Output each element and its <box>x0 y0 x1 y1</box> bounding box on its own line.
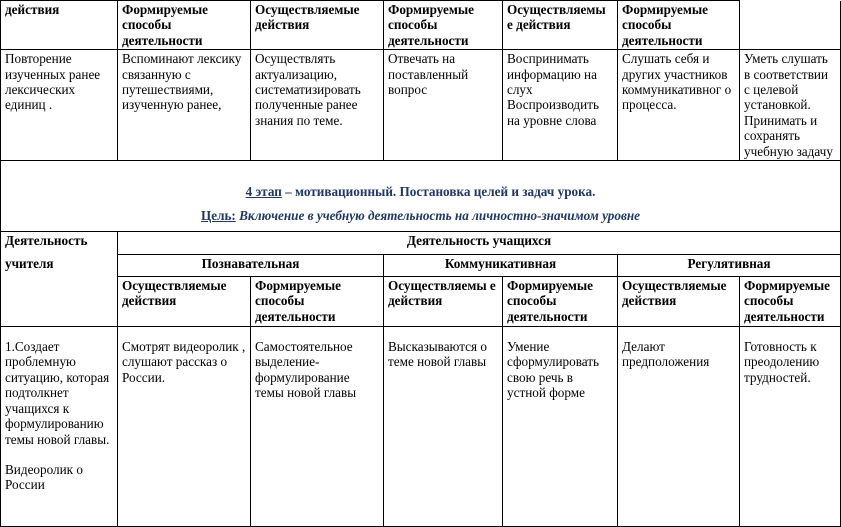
header-cell: Осуществляемые действия <box>251 1 384 50</box>
top-header-row <box>1 1 841 50</box>
header-cell: Формируемые способы деятельности <box>384 1 503 50</box>
regulative-header: Регулятивная <box>618 255 841 277</box>
table-cell: Готовность к преодолению трудностей. <box>740 327 841 527</box>
stage-row <box>1 161 841 232</box>
table-cell: Умение сформулировать свою речь в устной форме <box>503 327 618 527</box>
teacher-activity-text: 1.Создает проблемную ситуацию, которая подтолкнет учащихся к формулированию темы новой главы. <box>5 339 110 447</box>
table-row <box>1 50 841 161</box>
sub-header-cell: Формируемые способы деятельности <box>503 277 618 327</box>
header-cell: действия <box>1 1 118 50</box>
sub-header-cell: Формируемые способы деятельности <box>251 277 384 327</box>
cognitive-header: Познавательная <box>118 255 384 277</box>
table-cell: Воспринимать информацию на слух Воспроизводить на уровне слова <box>503 50 618 161</box>
table-cell: Слушать себя и других участников коммуникативног о процесса. <box>618 50 740 161</box>
teacher-activity-label: Деятельность <box>5 233 88 249</box>
sub-header-cell: Осуществляемые действия <box>618 277 740 327</box>
header-cell: Формируемые способы деятельности <box>118 1 251 50</box>
teacher-activity-resource: Видеоролик о России <box>5 461 83 493</box>
category-header-row <box>1 255 841 277</box>
section-header-row <box>1 232 841 255</box>
table-row <box>1 327 841 527</box>
sub-header-row <box>1 277 841 327</box>
header-cell <box>740 1 841 50</box>
teacher-activity-header <box>1 232 118 277</box>
teacher-activity-label-2: учителя <box>5 256 54 272</box>
header-cell: Осуществляемы е действия <box>503 1 618 50</box>
sub-header-cell: Осуществляемые действия <box>118 277 251 327</box>
stage-number: 4 этап <box>245 183 282 199</box>
teacher-activity-cell <box>1 327 118 527</box>
table-cell: Уметь слушать в соответствии с целевой установкой. Принимать и сохранять учебную задачу <box>740 50 841 161</box>
table-cell: Повторение изученных ранее лексических единиц . <box>1 50 118 161</box>
stage-goal <box>1 208 840 223</box>
stage-banner <box>1 161 841 232</box>
stage-title <box>1 184 840 199</box>
goal-label: Цель: <box>200 207 236 223</box>
table-cell: Отвечать на поставленный вопрос <box>384 50 503 161</box>
table-cell: Осуществлять актуализацию, систематизировать полученные ранее знания по теме. <box>251 50 384 161</box>
table-cell: Самостоятельное выделение-формулирование темы новой главы <box>251 327 384 527</box>
sub-header-cell: Формируемые способы деятельности <box>740 277 841 327</box>
sub-header-cell: Осуществляемы е действия <box>384 277 503 327</box>
students-activity-header: Деятельность учащихся <box>118 232 841 255</box>
header-cell: Формируемые способы деятельности <box>618 1 740 50</box>
table-cell: Высказываются о теме новой главы <box>384 327 503 527</box>
goal-text: Включение в учебную деятельность на личностно-значимом уровне <box>235 207 641 223</box>
table-cell: Смотрят видеоролик , слушают рассказ о России. <box>118 327 251 527</box>
stage-title-text: – мотивационный. Постановка целей и задач урока. <box>281 183 596 199</box>
table-cell: Делают предположения <box>618 327 740 527</box>
table-cell: Вспоминают лексику связанную с путешествиями, изученную ранее, <box>118 50 251 161</box>
communicative-header: Коммуникативная <box>384 255 618 277</box>
empty-cell <box>1 277 118 327</box>
